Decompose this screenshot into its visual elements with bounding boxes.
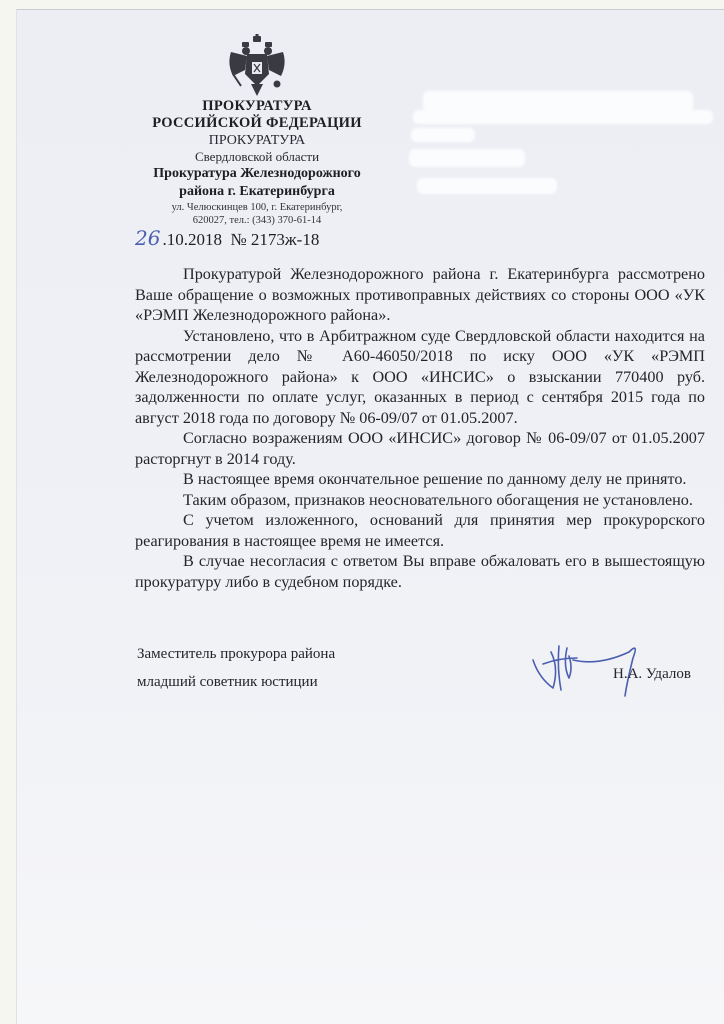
body-paragraph: Таким образом, признаков неосновательного обогащения не установлено. xyxy=(183,490,693,509)
reference-line xyxy=(135,226,319,250)
letterhead xyxy=(127,34,387,227)
body-paragraph: В случае несогласия с ответом Вы вправе обжаловать его в вышестоящую прокуратуру либо в судебном порядке. xyxy=(135,552,705,591)
signatory-position: Заместитель прокурора района xyxy=(137,646,336,662)
district-office-line1: Прокуратура Железнодорожного xyxy=(153,166,361,181)
address-line2: 620027, тел.: (343) 370-61-14 xyxy=(192,215,322,226)
org-name-line1: ПРОКУРАТУРА xyxy=(202,98,312,114)
letter-body xyxy=(135,264,705,592)
body-paragraph: В настоящее время окончательное решение по данному делу не принято. xyxy=(183,470,687,488)
coat-of-arms-icon xyxy=(225,34,289,98)
reference-number: № 2173ж-18 xyxy=(230,230,320,249)
body-paragraph: С учетом изложенного, оснований для принятия мер прокурорского реагирования в настоящее время не имеется. xyxy=(135,511,705,550)
body-paragraph: Согласно возражениям ООО «ИНСИС» договор № 06-09/07 от 01.05.2007 расторгнут в 2014 году. xyxy=(135,429,705,468)
redaction-strip xyxy=(411,128,475,142)
body-paragraph: Прокуратурой Железнодорожного района г. Екатеринбурга рассмотрено Ваше обращение о возможных противоправных действиях со стороны ООО «УК «РЭМП Железнодорожного района». xyxy=(135,265,705,324)
signatory-name: Н.А. Удалов xyxy=(613,666,691,682)
handwritten-day: 26 xyxy=(135,226,161,250)
address-line1: ул. Челюскинцев 100, г. Екатеринбург, xyxy=(171,202,343,213)
signatory-title-block xyxy=(137,640,335,696)
body-paragraph: Установлено, что в Арбитражном суде Свердловской области находится на рассмотрении дело № А60-46050/2018 по иску ООО «УК «РЭМП Железнодорожного района» к ООО «ИНСИС» о взыскании 770400 руб. задолженности по оплате услуг, оказанных в период с сентября 2015 года по август 2018 года по договору № 06-09/07 от 01.05.2007. xyxy=(135,326,705,427)
region-name: Свердловской области xyxy=(194,149,320,164)
signatory-rank: младший советник юстиции xyxy=(137,674,318,690)
org-name-line3: ПРОКУРАТУРА xyxy=(208,133,306,148)
district-office-line2: района г. Екатеринбурга xyxy=(179,184,335,199)
document-page xyxy=(16,9,724,1024)
org-name-line2: РОССИЙСКОЙ ФЕДЕРАЦИИ xyxy=(152,115,362,131)
redaction-strip xyxy=(413,110,713,124)
reference-date: .10.2018 xyxy=(162,230,222,249)
redaction-strip xyxy=(409,149,525,167)
redaction-strip xyxy=(417,178,557,194)
